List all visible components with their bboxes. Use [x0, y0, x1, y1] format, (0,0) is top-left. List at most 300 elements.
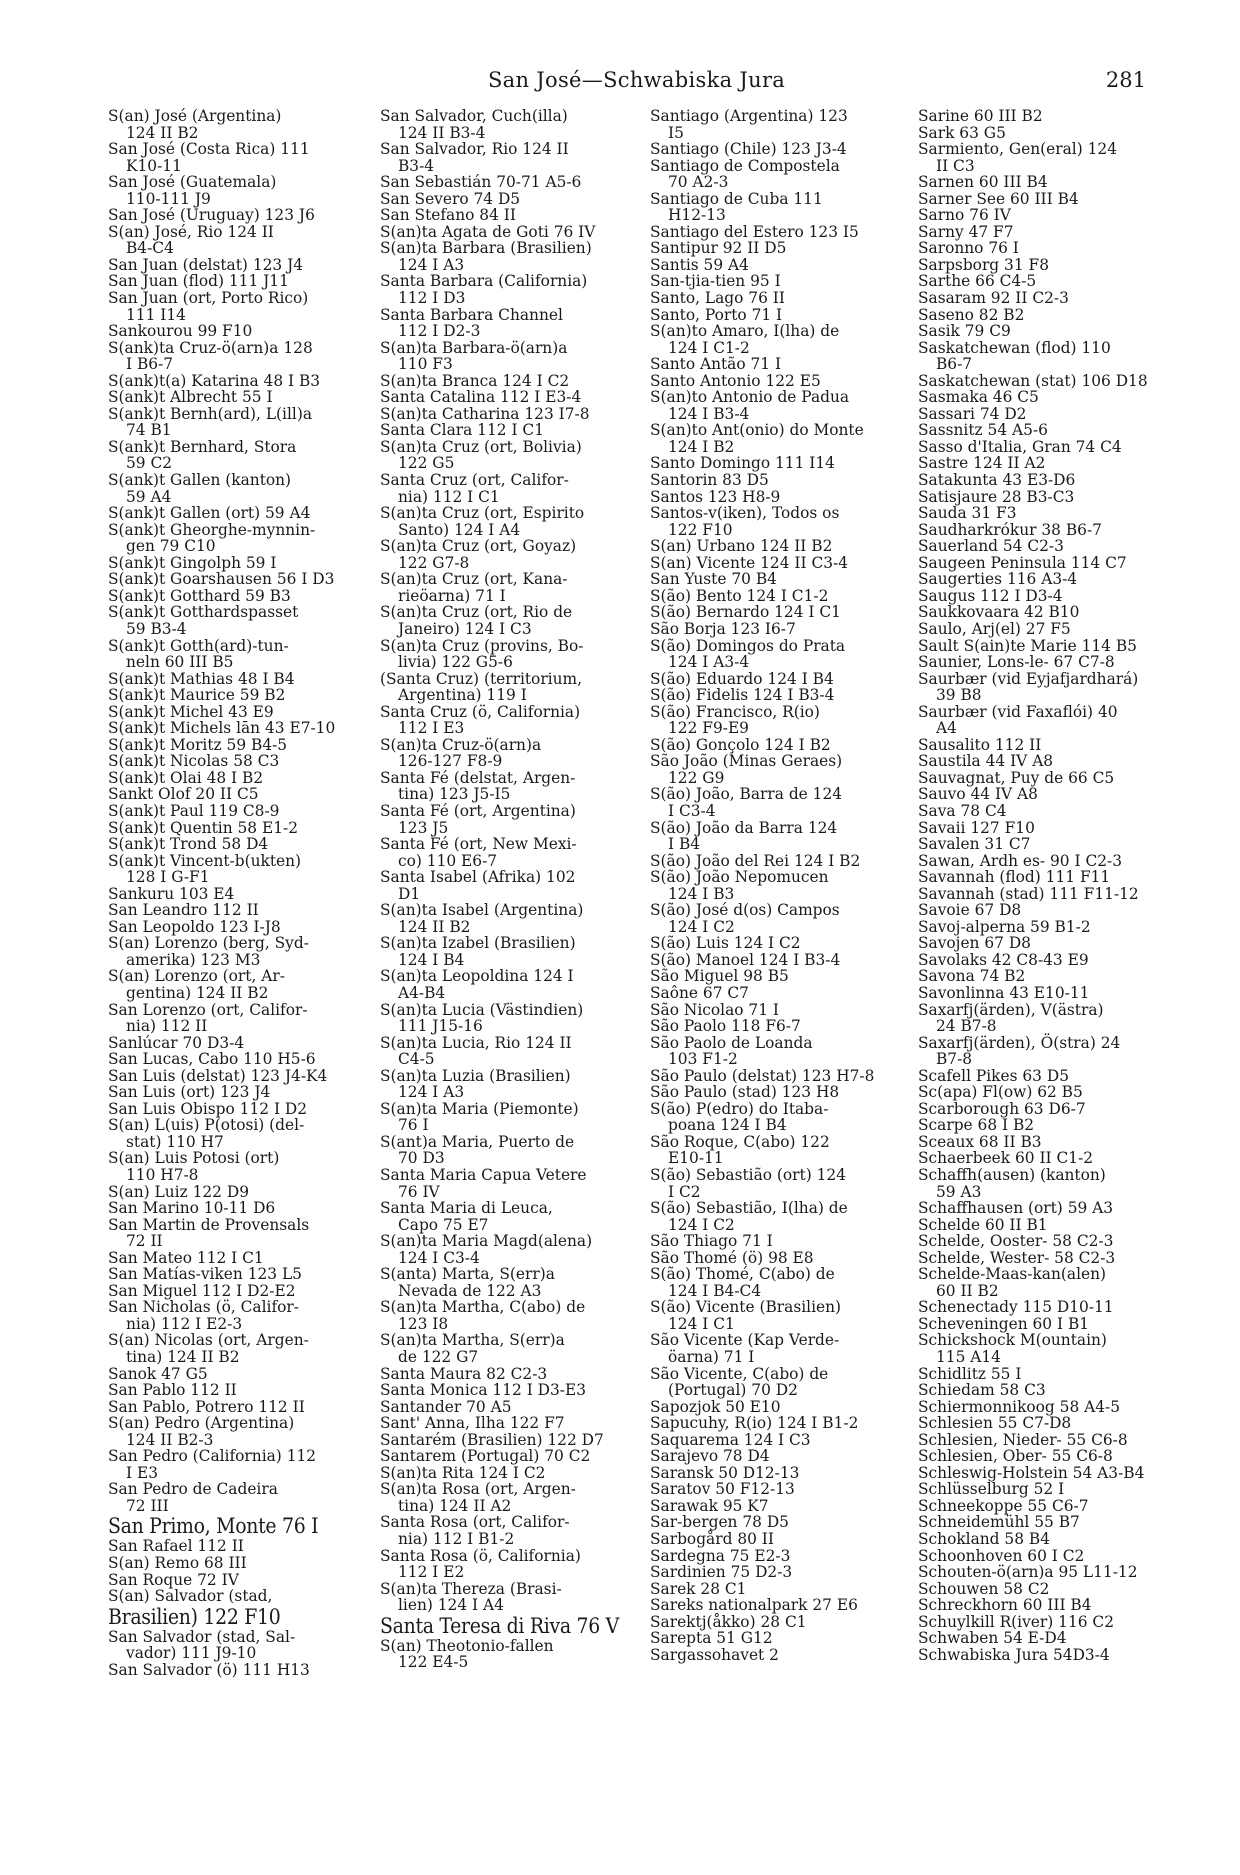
index-entry	[650, 935, 920, 952]
index-entry	[918, 1117, 1218, 1134]
index-entry-line: Santos 123 H8-9	[650, 487, 781, 506]
index-entry	[108, 935, 368, 968]
index-entry-line: S(ão) P(edro) do Itaba-	[650, 1099, 829, 1118]
index-entry	[108, 1382, 368, 1399]
index-entry	[918, 1266, 1218, 1299]
index-entry	[918, 704, 1218, 737]
index-entry-line: Saugeen Peninsula 114 C7	[918, 553, 1127, 572]
index-entry-line: São Nicolao 71 I	[650, 1000, 779, 1019]
index-entry-line: Sant' Anna, Ilha 122 F7	[380, 1414, 565, 1433]
index-entry-line: gentina) 124 II B2	[126, 983, 269, 1002]
index-entry	[380, 604, 642, 637]
index-entry-line: Savaii 127 F10	[918, 818, 1035, 837]
index-entry-line: 128 I G-F1	[126, 868, 210, 887]
index-entry-line: S(ank)t Moritz 59 B4-5	[108, 735, 288, 754]
index-entry-line: San Luis (ort) 123 J4	[108, 1083, 271, 1102]
index-entry-line: Schleswig-Holstein 54 A3-B4	[918, 1463, 1145, 1482]
index-entry	[650, 191, 920, 224]
index-entry-line: 124 II B2	[398, 917, 471, 936]
index-entry-line: Sarajevo 78 D4	[650, 1447, 770, 1466]
index-entry	[918, 207, 1218, 224]
index-entry	[650, 141, 920, 158]
index-entry	[918, 853, 1218, 870]
index-entry	[108, 1250, 368, 1267]
index-entry-line: Sankt Olof 20 II C5	[108, 785, 259, 804]
index-entry-line: S(ank)t Albrecht 55 I	[108, 388, 273, 407]
index-entry-line: Santa Maura 82 C2-3	[380, 1364, 548, 1383]
index-entry-line: Sarbogård 80 II	[650, 1530, 774, 1549]
index-entry	[108, 720, 368, 737]
index-entry-line: 124 I C1	[668, 1314, 735, 1333]
index-entry-line: S(an)ta Cruz (ort, Kana-	[380, 570, 568, 589]
index-entry-line: São João (Minas Geraes)	[650, 752, 843, 771]
index-entry-line: 111 J15-16	[398, 1017, 483, 1036]
index-entry-line: tina) 124 II B2	[126, 1348, 240, 1367]
index-entry	[918, 1448, 1218, 1465]
index-entry-line: S(ank)t Olai 48 I B2	[108, 768, 264, 787]
index-entry	[918, 770, 1218, 787]
index-entry-line: Saukkovaara 42 B10	[918, 603, 1080, 622]
index-entry-line: Sareks nationalpark 27 E6	[650, 1596, 858, 1615]
index-entry	[108, 505, 368, 522]
index-entry	[108, 604, 368, 637]
index-entry-line: 124 I B4	[398, 950, 465, 969]
index-entry-line: S(ank)ta Cruz-ö(arn)a 128	[108, 338, 313, 357]
index-entry-line: 124 I A3	[398, 1083, 465, 1102]
index-entry-line: vador) 111 J9-10	[126, 1644, 257, 1663]
index-entry	[108, 902, 368, 919]
index-entry	[650, 240, 920, 257]
index-entry-line: S(an)ta Agata de Goti 76 IV	[380, 222, 596, 241]
index-entry-line: S(ank)t Goarshausen 56 I D3	[108, 570, 335, 589]
index-entry-line: nia) 112 I C1	[398, 487, 500, 506]
index-entry	[380, 307, 642, 340]
index-entry-line: S(an)ta Martha, C(abo) de	[380, 1298, 586, 1317]
index-entry	[918, 1564, 1218, 1581]
index-entry-line: San Stefano 84 II	[380, 206, 516, 225]
index-entry-line: Sarny 47 F7	[918, 222, 1014, 241]
index-entry-line: Saronno 76 I	[918, 239, 1019, 258]
index-entry	[918, 174, 1218, 191]
index-entry-line: Santipur 92 II D5	[650, 239, 787, 258]
index-entry	[650, 1514, 920, 1531]
index-entry-line: S(an)ta Rosa (ort, Argen-	[380, 1480, 576, 1499]
index-entry	[108, 1084, 368, 1101]
index-entry-line: livia) 122 G5-6	[398, 653, 513, 672]
index-entry-line: I5	[668, 123, 684, 142]
index-entry-line: S(ank)t Gotth(ard)-tun-	[108, 636, 289, 655]
index-entry-line: San Severo 74 D5	[380, 189, 521, 208]
index-column-4	[918, 108, 1218, 1663]
index-entry-line: co) 110 E6-7	[398, 851, 498, 870]
index-entry-line: S(ão) João, Barra de 124	[650, 785, 843, 804]
index-entry-line: San Yuste 70 B4	[650, 570, 777, 589]
index-entry-line: 103 F1-2	[668, 1050, 738, 1069]
index-entry	[380, 935, 642, 968]
index-entry-line: São Thomé (ö) 98 E8	[650, 1248, 814, 1267]
index-entry	[380, 108, 642, 141]
index-entry-line: San-tjia-tien 95 I	[650, 272, 781, 291]
index-entry	[108, 1629, 368, 1662]
index-entry	[650, 1448, 920, 1465]
index-entry	[918, 935, 1218, 952]
index-entry-line: S(an)ta Cruz (ort, Rio de	[380, 603, 573, 622]
index-entry-line: Satisjaure 28 B3-C3	[918, 487, 1075, 506]
index-entry-line: S(an)ta Barbara (Brasilien)	[380, 239, 592, 258]
index-entry-line: Sankourou 99 F10	[108, 322, 253, 341]
index-entry-line: 110 H7-8	[126, 1166, 199, 1184]
index-entry	[918, 1366, 1218, 1383]
index-entry	[918, 406, 1218, 423]
index-entry-line: B4-C4	[126, 239, 174, 258]
index-entry-line: 24 B7-8	[936, 1017, 997, 1036]
index-entry-line: São Paolo 118 F6-7	[650, 1017, 801, 1036]
index-entry-line: Sanlúcar 70 D3-4	[108, 1033, 245, 1052]
index-entry	[380, 1266, 642, 1299]
index-entry	[108, 472, 368, 505]
index-entry-line: nia) 112 I E2-3	[126, 1314, 243, 1333]
index-entry-line: San José (Costa Rica) 111	[108, 140, 310, 159]
index-entry-line: Santiago (Chile) 123 J3-4	[650, 140, 847, 159]
index-entry-line: Sardegna 75 E2-3	[650, 1546, 791, 1565]
index-entry	[108, 1332, 368, 1365]
index-entry-line: Santa Cruz (ort, Califor-	[380, 471, 569, 490]
index-entry	[108, 770, 368, 787]
index-entry-line: 126-127 F8-9	[398, 752, 503, 771]
index-entry-line: Schaffhausen (ort) 59 A3	[918, 1199, 1114, 1218]
index-entry	[650, 638, 920, 671]
index-entry-line: S(ank)t Michel 43 E9	[108, 702, 274, 721]
index-entry-line: S(ank)t Gotthard 59 B3	[108, 586, 291, 605]
index-entry-line: Saransk 50 D12-13	[650, 1463, 800, 1482]
index-entry	[918, 952, 1218, 969]
index-entry-line: Schickshock M(ountain)	[918, 1331, 1107, 1350]
index-entry-line: Sauerland 54 C2-3	[918, 537, 1064, 556]
index-entry	[380, 538, 642, 571]
index-entry-line: tina) 124 II A2	[398, 1496, 512, 1515]
index-entry-line: S(anta) Marta, S(err)a	[380, 1265, 555, 1284]
index-entry-line: S(ão) Sebastião (ort) 124	[650, 1166, 846, 1184]
index-entry-line: Sceaux 68 II B3	[918, 1132, 1042, 1151]
index-entry-line: Sar-bergen 78 D5	[650, 1513, 789, 1532]
index-entry-line: Saurbær (vid Eyjafjardhará)	[918, 669, 1139, 688]
index-entry	[108, 1605, 368, 1629]
index-entry-line: 76 IV	[398, 1182, 440, 1201]
index-entry	[918, 1481, 1218, 1498]
index-entry-line: Sarepta 51 G12	[650, 1629, 773, 1648]
index-entry-line: Santo Antão 71 I	[650, 355, 782, 374]
index-entry	[918, 836, 1218, 853]
index-entry	[380, 422, 642, 439]
index-entry	[918, 621, 1218, 638]
index-entry-line: San Miguel 112 I D2-E2	[108, 1281, 296, 1300]
index-entry	[108, 257, 368, 274]
index-entry-line: San José (Uruguay) 123 J6	[108, 206, 315, 225]
index-entry-line: 111 I14	[126, 305, 186, 324]
index-entry	[918, 571, 1218, 588]
index-entry	[650, 820, 920, 853]
index-entry-line: Savalen 31 C7	[918, 835, 1031, 854]
index-entry	[380, 1068, 642, 1101]
index-entry	[918, 1432, 1218, 1449]
index-entry	[650, 505, 920, 538]
index-entry	[108, 1299, 368, 1332]
index-entry-line: 59 C2	[126, 454, 173, 473]
index-entry-line: Savoj-alperna 59 B1-2	[918, 917, 1091, 936]
index-entry	[918, 224, 1218, 241]
index-entry-line: Sauvo 44 IV A8	[918, 785, 1038, 804]
index-entry-line: S(an)ta Maria (Piemonte)	[380, 1099, 579, 1118]
index-entry-line: Scafell Pikes 63 D5	[918, 1066, 1069, 1085]
index-entry	[108, 836, 368, 853]
index-entry-line: S(ão) Francisco, R(io)	[650, 702, 820, 721]
index-entry	[650, 1018, 920, 1035]
index-entry-line: San Salvador, Cuch(illa)	[380, 107, 568, 125]
index-entry-line: S(an) L(uis) P(otosi) (del-	[108, 1116, 305, 1135]
index-entry	[918, 455, 1218, 472]
index-entry-line: S(an) Pedro (Argentina)	[108, 1414, 295, 1433]
index-entry	[380, 439, 642, 472]
index-entry	[650, 1614, 920, 1631]
index-entry-line: Santa Maria Capua Vetere	[380, 1166, 587, 1184]
index-entry	[918, 191, 1218, 208]
index-entry	[380, 472, 642, 505]
index-entry-line: Schaffh(ausen) (kanton)	[918, 1166, 1106, 1184]
index-entry-line: lien) 124 I A4	[398, 1596, 504, 1615]
index-entry	[108, 1588, 368, 1605]
index-entry	[650, 902, 920, 935]
index-entry-line: S(an)ta Cruz (ort, Bolivia)	[380, 437, 582, 456]
index-entry-line: E10-11	[668, 1149, 724, 1168]
index-entry-line: 122 G9	[668, 768, 725, 787]
index-entry	[918, 389, 1218, 406]
index-entry-line: Saquarema 124 I C3	[650, 1430, 811, 1449]
index-entry-line: Santa Rosa (ort, Califor-	[380, 1513, 570, 1532]
index-entry-line: 112 I E2	[398, 1563, 465, 1582]
index-entry	[108, 1514, 368, 1538]
index-entry	[918, 1332, 1218, 1365]
index-entry-line: Sastre 124 II A2	[918, 454, 1046, 473]
index-entry-line: San Juan (delstat) 123 J4	[108, 255, 304, 274]
index-entry	[650, 853, 920, 870]
index-entry	[380, 1002, 642, 1035]
index-entry	[918, 1233, 1218, 1250]
index-entry-line: São Paulo (stad) 123 H8	[650, 1083, 840, 1102]
index-entry	[918, 1614, 1218, 1631]
index-entry	[380, 869, 642, 902]
index-entry-line: B3-4	[398, 156, 435, 175]
index-entry	[380, 191, 642, 208]
index-entry-line: Sausalito 112 II	[918, 735, 1042, 754]
index-entry	[380, 1448, 642, 1465]
index-entry-line: 124 I B2	[668, 437, 735, 456]
index-entry-line: stat) 110 H7	[126, 1132, 224, 1151]
index-entry	[650, 323, 920, 356]
index-entry	[380, 1101, 642, 1134]
index-entry	[108, 555, 368, 572]
index-entry-line: Sarpsborg 31 F8	[918, 255, 1049, 274]
index-entry	[650, 1266, 920, 1299]
index-entry	[918, 1035, 1218, 1068]
index-entry-line: Sarine 60 III B2	[918, 107, 1043, 125]
index-entry	[918, 1316, 1218, 1333]
index-entry-line: Santarem (Portugal) 70 C2	[380, 1447, 591, 1466]
index-entry-line: San Salvador (ö) 111 H13	[108, 1660, 310, 1679]
index-entry	[108, 207, 368, 224]
index-entry-line: Schelde, Wester- 58 C2-3	[918, 1248, 1116, 1267]
index-entry-line: Sarektj(åkko) 28 C1	[650, 1612, 807, 1631]
index-entry-line: öarna) 71 I	[668, 1348, 755, 1367]
index-entry	[918, 588, 1218, 605]
index-entry-line: Santa Isabel (Afrika) 102	[380, 868, 576, 887]
index-entry	[918, 786, 1218, 803]
index-entry-line: Sasmaka 46 C5	[918, 388, 1039, 407]
index-entry	[918, 1002, 1218, 1035]
index-entry-line: S(an)ta Maria Magd(alena)	[380, 1232, 593, 1251]
index-entry	[380, 803, 642, 836]
index-entry-line: São Vicente (Kap Verde-	[650, 1331, 840, 1350]
index-entry-line: San Mateo 112 I C1	[108, 1248, 264, 1267]
index-entry	[108, 1051, 368, 1068]
index-entry	[650, 158, 920, 191]
index-entry-line: Santa Barbara Channel	[380, 305, 563, 324]
index-entry	[650, 952, 920, 969]
index-entry-line: Saugerties 116 A3-4	[918, 570, 1078, 589]
index-entry	[380, 1299, 642, 1332]
index-entry-line: S(ão) João Nepomucen	[650, 868, 829, 887]
index-entry-line: San Pablo, Potrero 112 II	[108, 1397, 305, 1416]
index-entry-line: Savojen 67 D8	[918, 934, 1031, 953]
index-entry-line: S(ank)t Paul 119 C8-9	[108, 801, 280, 820]
index-entry	[108, 968, 368, 1001]
index-entry-line: Santa Maria di Leuca,	[380, 1199, 553, 1218]
index-entry-line: H12-13	[668, 206, 726, 225]
index-entry	[918, 1498, 1218, 1515]
index-entry-line: Schoonhoven 60 I C2	[918, 1546, 1085, 1565]
index-entry-line: 59 B3-4	[126, 619, 187, 638]
index-entry	[918, 753, 1218, 770]
index-entry-line: Savannah (stad) 111 F11-12	[918, 884, 1139, 903]
index-entry	[380, 1548, 642, 1581]
index-entry-line: Schreckhorn 60 III B4	[918, 1596, 1092, 1615]
index-entry-line: Santo, Lago 76 II	[650, 289, 785, 308]
index-entry	[108, 224, 368, 257]
index-entry-line: San Roque 72 IV	[108, 1570, 239, 1589]
index-entry-line: B6-7	[936, 355, 973, 374]
index-entry-line: I B4	[668, 835, 701, 854]
index-entry	[918, 1217, 1218, 1234]
index-entry-line: S(ão) Fidelis 124 I B3-4	[650, 686, 835, 705]
index-entry	[650, 1068, 920, 1085]
index-entry-line: Satakunta 43 E3-D6	[918, 471, 1076, 490]
index-entry	[918, 1597, 1218, 1614]
index-column-1	[108, 108, 368, 1678]
index-entry-line: São Paulo (delstat) 123 H7-8	[650, 1066, 875, 1085]
index-entry-line: Santa Barbara (California)	[380, 272, 588, 291]
index-entry-line: Schlesien, Nieder- 55 C6-8	[918, 1430, 1128, 1449]
index-entry	[108, 571, 368, 588]
index-entry-line: (Portugal) 70 D2	[668, 1381, 798, 1400]
index-entry	[650, 1167, 920, 1200]
index-entry-line: Schlesien 55 C7-D8	[918, 1414, 1072, 1433]
index-entry	[918, 1101, 1218, 1118]
index-entry-line: amerika) 123 M3	[126, 950, 261, 969]
index-entry-line: S(an)ta Martha, S(err)a	[380, 1331, 565, 1350]
index-entry	[108, 141, 368, 174]
index-entry	[650, 1299, 920, 1332]
index-entry-line: S(an) Lorenzo (berg, Syd-	[108, 934, 309, 953]
index-entry	[380, 1134, 642, 1167]
index-entry	[918, 604, 1218, 621]
index-entry-line: gen 79 C10	[126, 537, 216, 556]
index-entry-line: S(ão) Manoel 124 I B3-4	[650, 950, 841, 969]
index-entry-line: neln 60 III B5	[126, 653, 234, 672]
index-entry	[918, 273, 1218, 290]
index-entry-line: Santo Antonio 122 E5	[650, 371, 821, 390]
index-entry-line: Capo 75 E7	[398, 1215, 489, 1234]
index-entry	[108, 340, 368, 373]
index-entry-line: S(ank)t Mathias 48 I B4	[108, 669, 295, 688]
index-entry-line: San Martin de Provensals	[108, 1215, 310, 1234]
index-entry	[650, 1084, 920, 1101]
index-entry-line: Schouten-ö(arn)a 95 L11-12	[918, 1563, 1138, 1582]
index-entry	[108, 1101, 368, 1118]
index-entry	[380, 737, 642, 770]
index-entry-line: San Lorenzo (ort, Califor-	[108, 1000, 308, 1019]
index-entry-line: San Juan (ort, Porto Rico)	[108, 289, 309, 308]
index-entry	[918, 968, 1218, 985]
index-entry-line: Savoie 67 D8	[918, 901, 1022, 920]
index-entry	[650, 1597, 920, 1614]
index-entry-line: San Salvador, Rio 124 II	[380, 140, 569, 159]
index-entry-line: San Pablo 112 II	[108, 1381, 237, 1400]
index-entry-line: 70 D3	[398, 1149, 445, 1168]
index-entry-line: S(ão) Eduardo 124 I B4	[650, 669, 834, 688]
index-entry	[108, 1283, 368, 1300]
index-entry	[918, 505, 1218, 522]
index-entry-line: S(an)ta Luzia (Brasilien)	[380, 1066, 571, 1085]
index-entry-line: Schlesien, Ober- 55 C6-8	[918, 1447, 1113, 1466]
index-entry	[650, 1481, 920, 1498]
index-entry-line: San Juan (flod) 111 J11	[108, 272, 289, 291]
index-entry	[918, 1415, 1218, 1432]
index-entry	[918, 538, 1218, 555]
index-entry-line: Saunier, Lons-le- 67 C7-8	[918, 653, 1115, 672]
index-entry	[918, 125, 1218, 142]
index-entry	[108, 671, 368, 688]
index-entry	[918, 985, 1218, 1002]
index-entry	[650, 621, 920, 638]
index-entry	[918, 1514, 1218, 1531]
index-entry-line: 122 F9-E9	[668, 719, 749, 738]
index-entry-line: Sava 78 C4	[918, 801, 1007, 820]
index-entry	[108, 108, 368, 141]
index-entry-line: San Leandro 112 II	[108, 901, 259, 920]
index-entry-line: 39 B8	[936, 686, 982, 705]
index-entry-line: 110 F3	[398, 355, 453, 374]
index-entry	[108, 1366, 368, 1383]
index-entry	[650, 604, 920, 621]
index-entry-line: Sasaram 92 II C2-3	[918, 289, 1069, 308]
index-entry-line: 115 A14	[936, 1348, 1001, 1367]
index-entry-line: S(an)ta Lucia, Rio 124 II	[380, 1033, 572, 1052]
index-entry-line: Santander 70 A5	[380, 1397, 512, 1416]
index-entry	[918, 1581, 1218, 1598]
index-entry	[380, 968, 642, 1001]
index-entry	[918, 654, 1218, 671]
index-entry-line: S(an)ta Barbara-ö(arn)a	[380, 338, 568, 357]
index-entry	[650, 1630, 920, 1647]
